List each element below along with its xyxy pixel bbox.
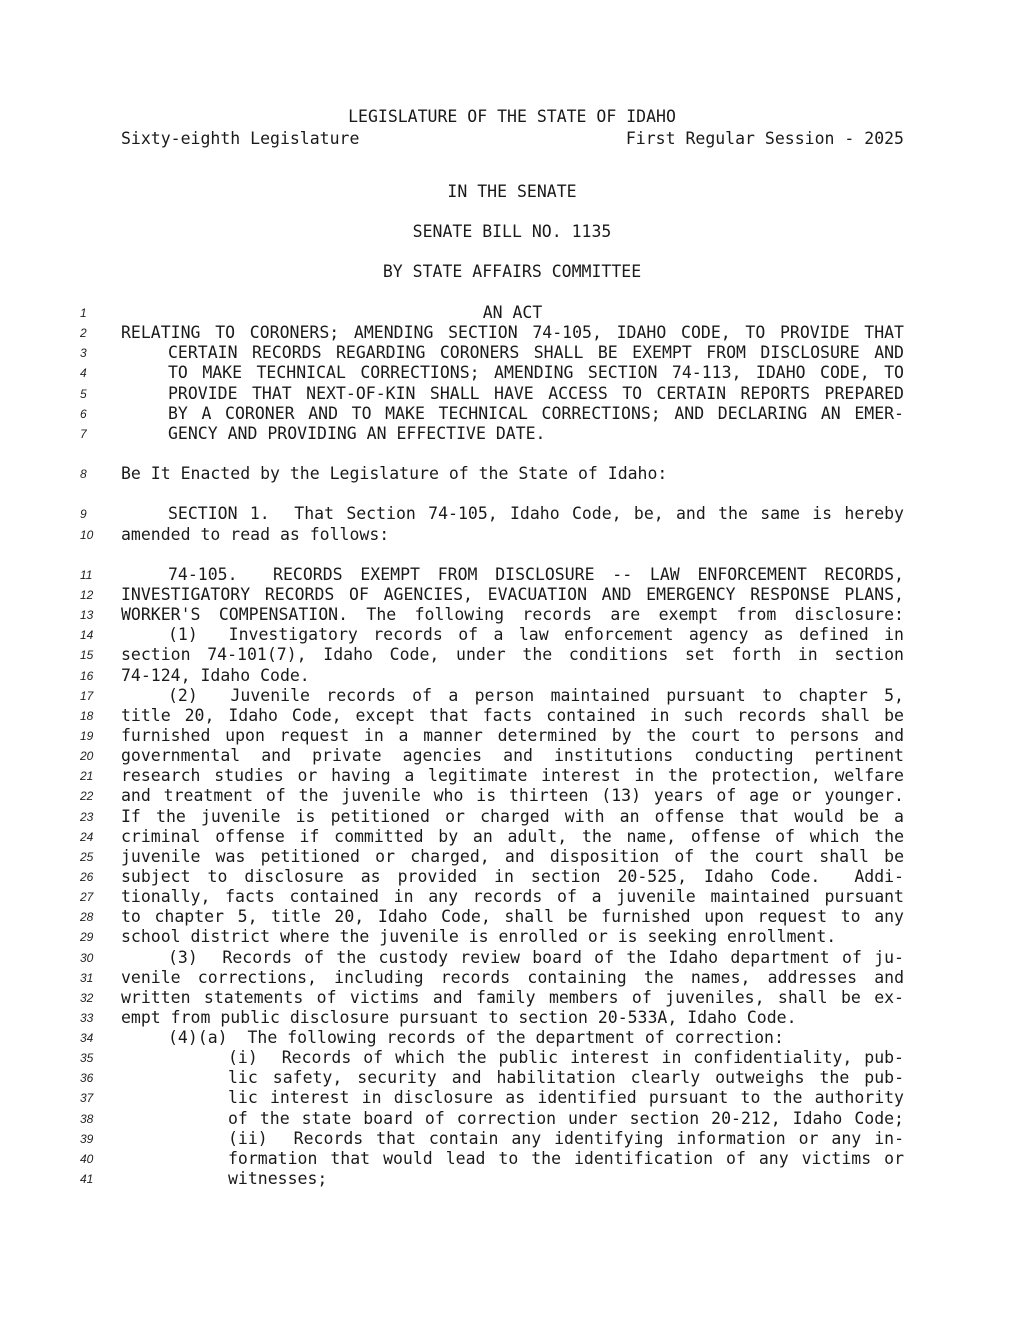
line-number: 9 <box>80 507 87 522</box>
text-line <box>0 706 1024 726</box>
line-text: and treatment of the juvenile who is thirteen (13) years of age or younger. <box>121 786 904 806</box>
text-line <box>0 1068 1024 1088</box>
line-text: section 74-101(7), Idaho Code, under the conditions set forth in section <box>121 645 904 665</box>
line-text: tionally, facts contained in any records of a juvenile maintained pursuant <box>121 887 904 907</box>
text-line <box>0 1129 1024 1149</box>
line-text: criminal offense if committed by an adult, the name, offense of which the <box>121 826 904 846</box>
line-number: 14 <box>80 628 94 643</box>
line-number: 5 <box>80 386 87 401</box>
line-number: 32 <box>80 990 94 1005</box>
line-number: 12 <box>80 587 94 602</box>
text-line <box>0 786 1024 806</box>
line-number: 33 <box>80 1010 94 1025</box>
line-number: 10 <box>80 527 94 542</box>
bill-sponsor: BY STATE AFFAIRS COMMITTEE <box>382 262 642 281</box>
line-text: TO MAKE TECHNICAL CORRECTIONS; AMENDING SECTION 74-113, IDAHO CODE, TO <box>168 363 904 383</box>
line-number: 23 <box>80 809 94 824</box>
bill-number: SENATE BILL NO. 1135 <box>412 222 612 241</box>
line-number: 41 <box>80 1172 94 1187</box>
text-line <box>0 968 1024 988</box>
line-text: amended to read as follows: <box>121 524 390 544</box>
line-text: written statements of victims and family members of juveniles, shall be ex- <box>121 987 904 1007</box>
line-number: 7 <box>80 426 87 441</box>
text-line <box>0 1008 1024 1028</box>
text-line <box>0 303 1024 323</box>
text-line <box>0 343 1024 363</box>
line-text: Be It Enacted by the Legislature of the State of Idaho: <box>121 464 668 484</box>
legislature-number: Sixty-eighth Legislature <box>121 129 360 148</box>
text-line <box>0 827 1024 847</box>
line-number: 3 <box>80 346 87 361</box>
text-line <box>0 807 1024 827</box>
blank-line <box>0 484 1024 504</box>
line-number: 17 <box>80 688 94 703</box>
line-number: 37 <box>80 1091 94 1106</box>
session-label: First Regular Session - 2025 <box>625 129 904 148</box>
text-line <box>0 625 1024 645</box>
line-text: 74-124, Idaho Code. <box>121 665 310 685</box>
line-number: 26 <box>80 869 94 884</box>
legislature-title: LEGISLATURE OF THE STATE OF IDAHO <box>348 107 676 126</box>
line-text: subject to disclosure as provided in section 20-525, Idaho Code. Addi- <box>121 866 904 886</box>
text-line <box>0 907 1024 927</box>
line-text: CERTAIN RECORDS REGARDING CORONERS SHALL BE EXEMPT FROM DISCLOSURE AND <box>168 343 904 363</box>
text-line <box>0 323 1024 343</box>
text-line <box>0 384 1024 404</box>
line-number: 22 <box>80 789 94 804</box>
line-text: lic interest in disclosure as identified pursuant to the authority <box>228 1088 904 1108</box>
blank-line <box>0 444 1024 464</box>
chamber-heading: IN THE SENATE <box>447 182 577 201</box>
line-number: 24 <box>80 829 94 844</box>
bill-text <box>0 303 1024 1189</box>
line-text: WORKER'S COMPENSATION. The following records are exempt from disclosure: <box>121 605 904 625</box>
text-line <box>0 504 1024 524</box>
line-number: 1 <box>80 306 87 320</box>
line-text: (2) Juvenile records of a person maintained pursuant to chapter 5, <box>168 685 904 705</box>
line-number: 4 <box>80 366 87 381</box>
line-text: empt from public disclosure pursuant to section 20-533A, Idaho Code. <box>121 1007 797 1027</box>
line-text: SECTION 1. That Section 74-105, Idaho Code, be, and the same is hereby <box>168 504 904 524</box>
text-line <box>0 887 1024 907</box>
text-line <box>0 424 1024 444</box>
line-text: INVESTIGATORY RECORDS OF AGENCIES, EVACUATION AND EMERGENCY RESPONSE PLANS, <box>121 584 904 604</box>
line-text: 74-105. RECORDS EXEMPT FROM DISCLOSURE -- LAW ENFORCEMENT RECORDS, <box>168 564 904 584</box>
line-text: venile corrections, including records containing the names, addresses and <box>121 967 904 987</box>
text-line <box>0 363 1024 383</box>
line-text: juvenile was petitioned or charged, and disposition of the court shall be <box>121 846 904 866</box>
text-line <box>0 867 1024 887</box>
line-text: of the state board of correction under section 20-212, Idaho Code; <box>228 1108 904 1128</box>
text-line <box>0 847 1024 867</box>
line-text: formation that would lead to the identification of any victims or <box>228 1148 904 1168</box>
line-text: BY A CORONER AND TO MAKE TECHNICAL CORRECTIONS; AND DECLARING AN EMER- <box>168 403 904 423</box>
line-text: governmental and private agencies and institutions conducting pertinent <box>121 746 904 766</box>
text-line <box>0 645 1024 665</box>
line-number: 36 <box>80 1071 94 1086</box>
line-text: (i) Records of which the public interest in confidentiality, pub- <box>228 1048 904 1068</box>
line-text: If the juvenile is petitioned or charged with an offense that would be a <box>121 806 904 826</box>
line-text: (3) Records of the custody review board of the Idaho department of ju- <box>168 947 904 967</box>
line-number: 11 <box>80 567 93 582</box>
text-line <box>0 948 1024 968</box>
text-line <box>0 1149 1024 1169</box>
line-number: 25 <box>80 849 94 864</box>
line-text: title 20, Idaho Code, except that facts contained in such records shall be <box>121 705 904 725</box>
text-line <box>0 605 1024 625</box>
line-text: AN ACT <box>482 303 543 322</box>
text-line <box>0 1169 1024 1189</box>
text-line <box>0 1088 1024 1108</box>
text-line <box>0 525 1024 545</box>
line-text: witnesses; <box>228 1169 328 1189</box>
line-number: 21 <box>80 769 94 784</box>
text-line <box>0 686 1024 706</box>
line-number: 35 <box>80 1051 94 1066</box>
text-line <box>0 726 1024 746</box>
line-number: 40 <box>80 1151 94 1166</box>
line-number: 29 <box>80 930 94 945</box>
blank-line <box>0 545 1024 565</box>
line-number: 30 <box>80 950 94 965</box>
line-number: 31 <box>80 970 94 985</box>
line-number: 6 <box>80 406 87 421</box>
text-line <box>0 988 1024 1008</box>
line-text: RELATING TO CORONERS; AMENDING SECTION 74-105, IDAHO CODE, TO PROVIDE THAT <box>121 323 904 343</box>
text-line <box>0 1028 1024 1048</box>
line-number: 28 <box>80 910 94 925</box>
text-line <box>0 766 1024 786</box>
line-number: 39 <box>80 1131 94 1146</box>
text-line <box>0 404 1024 424</box>
text-line <box>0 464 1024 484</box>
line-text: GENCY AND PROVIDING AN EFFECTIVE DATE. <box>168 423 546 443</box>
text-line <box>0 1109 1024 1129</box>
text-line <box>0 666 1024 686</box>
line-number: 2 <box>80 326 87 341</box>
line-number: 19 <box>80 728 94 743</box>
line-text: school district where the juvenile is enrolled or is seeking enrollment. <box>121 927 837 947</box>
line-text: research studies or having a legitimate interest in the protection, welfare <box>121 766 904 786</box>
session-row <box>121 129 904 149</box>
line-text: (ii) Records that contain any identifying information or any in- <box>228 1128 904 1148</box>
text-line <box>0 585 1024 605</box>
line-text: (1) Investigatory records of a law enforcement agency as defined in <box>168 625 904 645</box>
text-line <box>0 565 1024 585</box>
line-number: 15 <box>80 648 94 663</box>
line-text: (4)(a) The following records of the department of correction: <box>168 1028 784 1048</box>
line-text: furnished upon request in a manner determined by the court to persons and <box>121 725 904 745</box>
text-line <box>0 746 1024 766</box>
line-number: 13 <box>80 608 94 623</box>
line-number: 18 <box>80 708 94 723</box>
line-text: PROVIDE THAT NEXT-OF-KIN SHALL HAVE ACCESS TO CERTAIN REPORTS PREPARED <box>168 383 904 403</box>
line-number: 27 <box>80 890 94 905</box>
line-number: 20 <box>80 749 94 764</box>
line-number: 34 <box>80 1031 94 1046</box>
line-number: 38 <box>80 1111 94 1126</box>
text-line <box>0 927 1024 947</box>
text-line <box>0 1048 1024 1068</box>
line-text: to chapter 5, title 20, Idaho Code, shall be furnished upon request to any <box>121 907 904 927</box>
line-text: lic safety, security and habilitation clearly outweighs the pub- <box>228 1068 904 1088</box>
line-number: 16 <box>80 668 94 683</box>
line-number: 8 <box>80 467 87 482</box>
